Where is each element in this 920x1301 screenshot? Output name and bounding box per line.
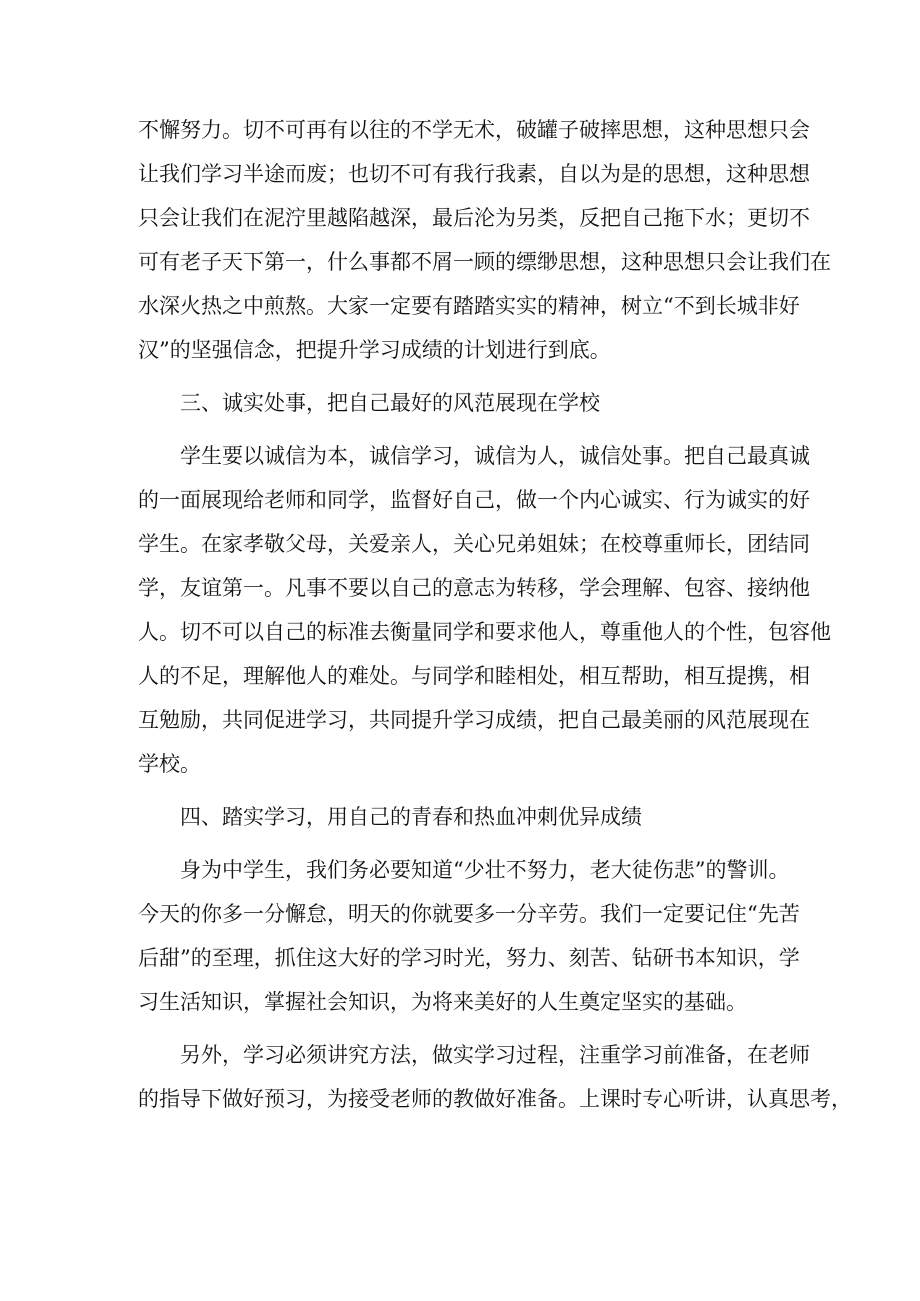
text-line: 后甜”的至理，抓住这大好的学习时光，努力、刻苦、钻研书本知识，学 [138, 946, 800, 970]
text-line: 互勉励，共同促进学习，共同提升学习成绩，把自己最美丽的风范展现在 [138, 708, 810, 732]
text-line: 学校。 [138, 752, 201, 776]
document-body [138, 108, 852, 1121]
paragraph [138, 108, 831, 372]
paragraph [138, 1033, 852, 1121]
text-line: 汉”的坚强信念，把提升学习成绩的计划进行到底。 [138, 338, 611, 362]
text-line: 不懈努力。切不可再有以往的不学无术，破罐子破摔思想，这种思想只会 [138, 118, 810, 142]
text-line: 只会让我们在泥泞里越陷越深，最后沦为另类，反把自己拖下水；更切不 [138, 206, 810, 230]
text-line: 学生。在家孝敬父母，关爱亲人，关心兄弟姐妹；在校尊重师长，团结同 [138, 532, 810, 556]
paragraph-spacer [138, 425, 788, 434]
text-line: 今天的你多一分懈怠，明天的你就要多一分辛劳。我们一定要记住“先苦 [138, 902, 800, 926]
heading-text: 三、诚实处事，把自己最好的风范展现在学校 [180, 391, 600, 415]
text-line: 学生要以诚信为本，诚信学习，诚信为人，诚信处事。把自己最真诚 [180, 444, 810, 468]
text-line: 另外，学习必须讲究方法，做实学习过程，注重学习前准备，在老师 [180, 1043, 810, 1067]
section-heading [138, 381, 788, 425]
text-line: 让我们学习半途而废；也切不可有我行我素，自以为是的思想，这种思想 [138, 162, 810, 186]
text-line: 可有老子天下第一，什么事都不屑一顾的缥缈思想，这种思想只会让我们在 [138, 250, 831, 274]
text-line: 学，友谊第一。凡事不要以自己的意志为转移，学会理解、包容、接纳他 [138, 576, 810, 600]
paragraph-spacer [138, 839, 788, 848]
paragraph-spacer [138, 1024, 788, 1033]
text-line: 人的不足，理解他人的难处。与同学和睦相处，相互帮助，相互提携，相 [138, 664, 810, 688]
text-line: 身为中学生，我们务必要知道“少壮不努力，老大徒伤悲”的警训。 [180, 858, 790, 882]
text-line: 人。切不可以自己的标准去衡量同学和要求他人，尊重他人的个性，包容他 [138, 620, 831, 644]
heading-text: 四、踏实学习，用自己的青春和热血冲刺优异成绩 [180, 805, 642, 829]
paragraph-spacer [138, 372, 788, 381]
text-line: 水深火热之中煎熬。大家一定要有踏踏实实的精神，树立“不到长城非好 [138, 294, 800, 318]
text-line: 习生活知识，掌握社会知识，为将来美好的人生奠定坚实的基础。 [138, 990, 747, 1014]
paragraph [138, 434, 831, 786]
text-line: 的指导下做好预习，为接受老师的教做好准备。上课时专心听讲，认真思考， [138, 1087, 852, 1111]
text-line: 的一面展现给老师和同学，监督好自己，做一个内心诚实、行为诚实的好 [138, 488, 810, 512]
paragraph-spacer [138, 786, 788, 795]
paragraph [138, 848, 800, 1024]
section-heading [138, 795, 788, 839]
